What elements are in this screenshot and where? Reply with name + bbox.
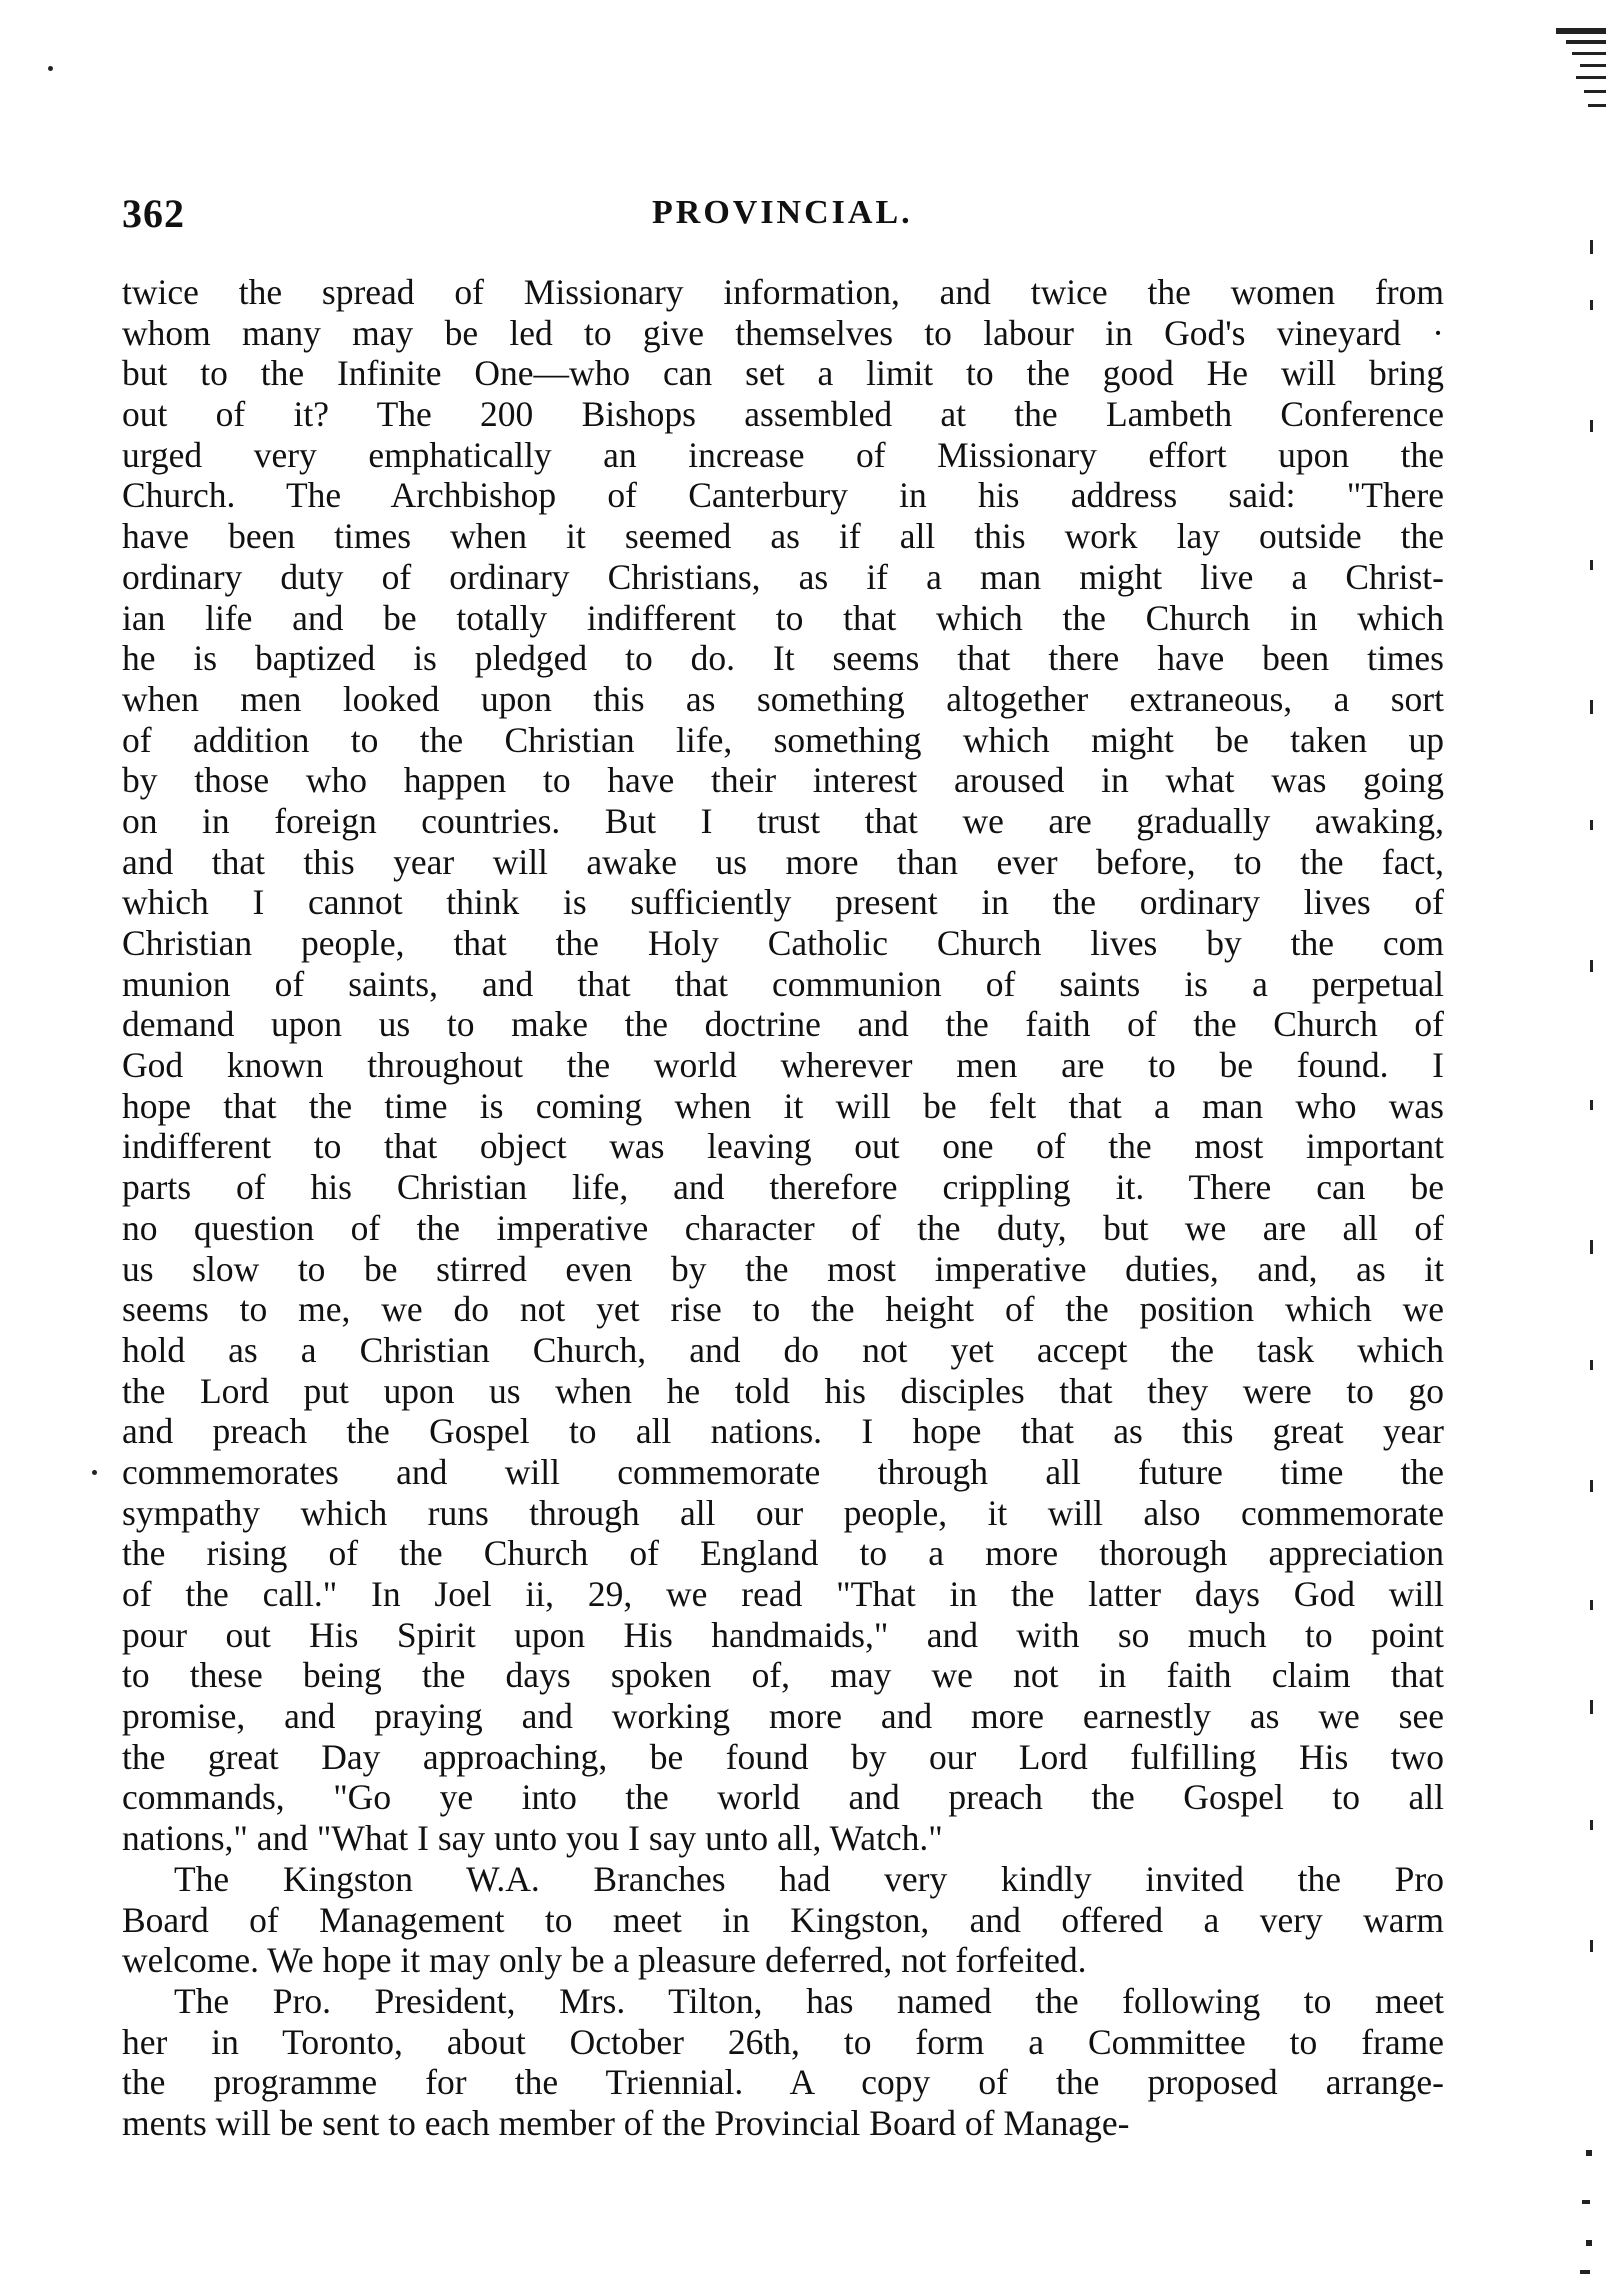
scan-edge-mark <box>1590 960 1593 972</box>
scan-edge-mark <box>1586 2150 1592 2156</box>
text-line: Board of Management to meet in Kingston, and offered a very warm <box>122 1899 1444 1940</box>
text-line: parts of his Christian life, and therefore crippling it. There can be <box>122 1167 1444 1208</box>
text-line: no question of the imperative character of the duty, but we are all of <box>122 1207 1444 1248</box>
text-line: by those who happen to have their interest aroused in what was going <box>122 760 1444 801</box>
text-line: pour out His Spirit upon His handmaids," and with so much to point <box>122 1614 1444 1655</box>
text-line: out of it? The 200 Bishops assembled at the Lambeth Conference <box>122 394 1444 435</box>
text-line: the programme for the Triennial. A copy of the proposed arrange- <box>122 2062 1444 2103</box>
scan-speck <box>92 1470 97 1475</box>
body-text <box>122 272 1444 2144</box>
text-line: he is baptized is pledged to do. It seems that there have been times <box>122 638 1444 679</box>
scan-edge-mark <box>1590 1600 1593 1610</box>
text-line: Church. The Archbishop of Canterbury in his address said: "There <box>122 475 1444 516</box>
scan-edge-mark <box>1588 104 1606 107</box>
scan-edge-mark <box>1566 40 1606 44</box>
text-line: on in foreign countries. But I trust that we are gradually awaking, <box>122 800 1444 841</box>
paragraph <box>122 1859 1444 1981</box>
scan-edge-mark <box>1590 1100 1593 1110</box>
scan-edge-mark <box>1590 820 1593 830</box>
text-line: seems to me, we do not yet rise to the height of the position which we <box>122 1289 1444 1330</box>
text-line: demand upon us to make the doctrine and the faith of the Church of <box>122 1004 1444 1045</box>
scan-edge-mark <box>1590 700 1593 714</box>
text-line: the rising of the Church of England to a more thorough appreciation <box>122 1533 1444 1574</box>
text-line: Christian people, that the Holy Catholic Church lives by the com <box>122 923 1444 963</box>
text-line: her in Toronto, about October 26th, to form a Committee to frame <box>122 2021 1444 2062</box>
text-line: commemorates and will commemorate through all future time the <box>122 1451 1444 1492</box>
text-line: and that this year will awake us more than ever before, to the fact, <box>122 841 1444 882</box>
paragraph <box>122 272 1444 1859</box>
text-line: God known throughout the world wherever men are to be found. I <box>122 1045 1444 1086</box>
text-line: the great Day approaching, be found by our Lord fulfilling His two <box>122 1736 1444 1777</box>
scan-edge-mark <box>1586 2240 1592 2246</box>
text-line: of the call." In Joel ii, 29, we read "That in the latter days God will <box>122 1574 1444 1614</box>
text-line: nations," and "What I say unto you I say unto all, Watch." <box>122 1818 943 1859</box>
text-line: welcome. We hope it may only be a pleasure deferred, not forfeited. <box>122 1940 1087 1981</box>
scan-speck <box>48 66 53 71</box>
text-line: commands, "Go ye into the world and preach the Gospel to all <box>122 1777 1444 1818</box>
scan-edge-mark <box>1576 76 1606 79</box>
text-line: ments will be sent to each member of the Provincial Board of Manage- <box>122 2102 1130 2143</box>
page-header <box>122 190 1442 250</box>
scan-edge-mark <box>1580 2270 1590 2274</box>
scan-edge-mark <box>1590 1240 1593 1254</box>
text-line: us slow to be stirred even by the most imperative duties, and, as it <box>122 1248 1444 1289</box>
text-line: which I cannot think is sufficiently present in the ordinary lives of <box>122 882 1444 923</box>
scan-edge-mark <box>1590 1700 1593 1714</box>
running-head: PROVINCIAL. <box>652 194 913 231</box>
scan-edge-mark <box>1584 90 1606 93</box>
scan-edge-mark <box>1590 1360 1593 1370</box>
paragraph <box>122 1981 1444 2144</box>
scan-edge-mark <box>1582 2200 1590 2204</box>
scan-edge-mark <box>1590 1940 1593 1952</box>
scan-edge-mark <box>1590 1820 1593 1830</box>
text-line: to these being the days spoken of, may we not in faith claim that <box>122 1655 1444 1696</box>
text-line: hold as a Christian Church, and do not yet accept the task which <box>122 1329 1444 1370</box>
text-line: The Kingston W.A. Branches had very kindly invited the Pro <box>174 1858 1444 1899</box>
page-number: 362 <box>122 191 185 236</box>
text-line: promise, and praying and working more and more earnestly as we see <box>122 1696 1444 1737</box>
text-line: sympathy which runs through all our people, it will also commemorate <box>122 1492 1444 1533</box>
text-line: munion of saints, and that that communion of saints is a perpetual <box>122 963 1444 1004</box>
text-line: The Pro. President, Mrs. Tilton, has named the following to meet <box>174 1980 1444 2021</box>
scan-edge-mark <box>1590 420 1593 432</box>
text-line: when men looked upon this as something altogether extraneous, a sort <box>122 678 1444 719</box>
text-line: hope that the time is coming when it will be felt that a man who was <box>122 1085 1444 1126</box>
scan-edge-mark <box>1590 1480 1593 1492</box>
scan-edge-mark <box>1572 52 1606 55</box>
scan-edge-mark <box>1590 240 1593 254</box>
text-line: indifferent to that object was leaving out one of the most important <box>122 1126 1444 1167</box>
text-line: of addition to the Christian life, something which might be taken up <box>122 719 1444 760</box>
scan-edge-mark <box>1590 560 1593 570</box>
text-line: have been times when it seemed as if all this work lay outside the <box>122 516 1444 557</box>
text-line: ian life and be totally indifferent to that which the Church in which <box>122 597 1444 638</box>
text-line: but to the Infinite One—who can set a limit to the good He will bring <box>122 353 1444 394</box>
scan-edge-mark <box>1580 64 1606 67</box>
text-line: and preach the Gospel to all nations. I hope that as this great year <box>122 1411 1444 1452</box>
scan-edge-mark <box>1590 300 1593 310</box>
text-line: whom many may be led to give themselves to labour in God's vineyard · <box>122 312 1444 353</box>
scan-edge-marks <box>1536 0 1606 2292</box>
scan-edge-mark <box>1556 28 1606 34</box>
text-line: urged very emphatically an increase of Missionary effort upon the <box>122 434 1444 475</box>
text-line: the Lord put upon us when he told his disciples that they were to go <box>122 1370 1444 1411</box>
text-line: ordinary duty of ordinary Christians, as if a man might live a Christ- <box>122 556 1444 597</box>
text-line: twice the spread of Missionary information, and twice the women from <box>122 272 1444 312</box>
